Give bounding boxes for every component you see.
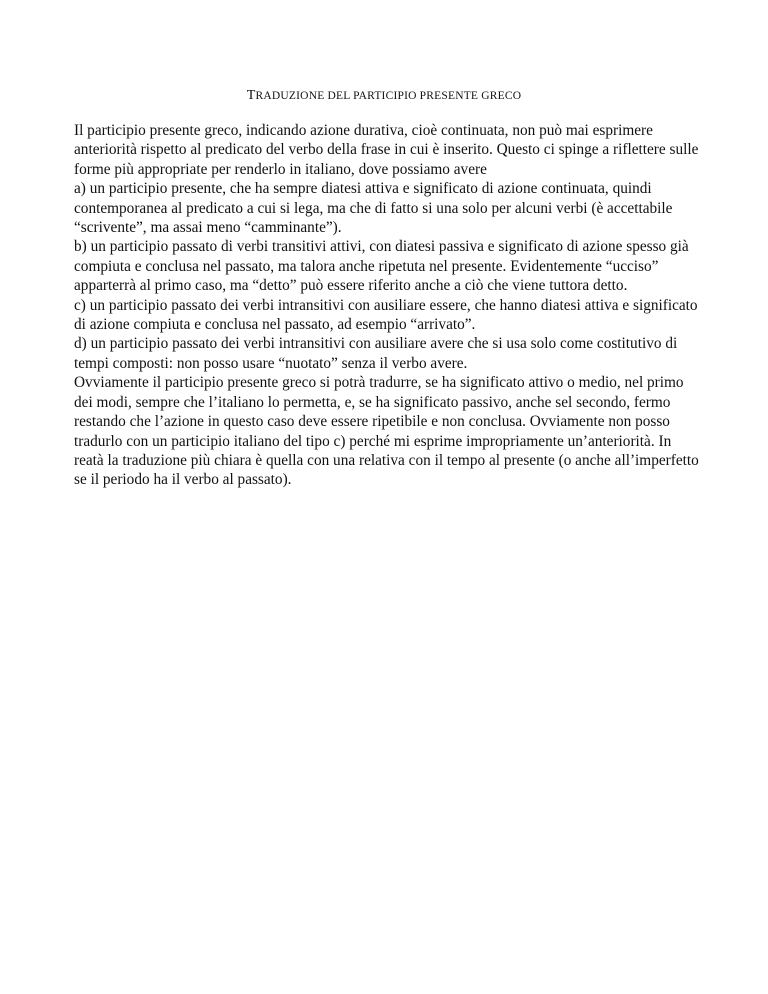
document-title-rest: RADUZIONE DEL PARTICIPIO PRESENTE GRECO (255, 90, 522, 102)
paragraph-conclusion: Ovviamente il participio presente greco si potrà tradurre, se ha significato attivo o medio, nel primo dei modi, sempre che l’italiano lo permetta, e, se ha significato passivo, anche sel secondo, fermo restando che l’azione in questo caso deve essere ripetibile e non conclusa. Ovviamente non posso tradurlo con un participio italiano del tipo c) perché mi esprime impropriamente un’anteriorità. In reatà la traduzione più chiara è quella con una relativa con il tempo al presente (o anche all’imperfetto se il periodo ha il verbo al passato). (74, 374, 699, 489)
paragraph-point-c: c) un participio passato dei verbi intransitivi con ausiliare essere, che hanno diatesi attiva e significato di azione compiuta e conclusa nel passato, ad esempio “arrivato”. (74, 296, 698, 334)
paragraph-point-a: a) un participio presente, che ha sempre diatesi attiva e significato di azione continuata, quindi contemporanea al predicato a cui si lega, ma che di fatto si una solo per alcuni verbi (è accettabile “scrivente”, ma assai meno “camminante”). (74, 180, 673, 237)
paragraph-intro: Il participio presente greco, indicando azione durativa, cioè continuata, non può mai esprimere anteriorità rispetto al predicato del verbo della frase in cui è inserito. Questo ci spinge a riflettere sulle forme più appropriate per renderlo in italiano, dove possiamo avere (74, 122, 699, 178)
document-title-initial: T (246, 88, 256, 103)
paragraph-point-d: d) un participio passato dei verbi intransitivi con ausiliare avere che si usa solo come costitutivo di tempi composti: non posso usare “nuotato” senza il verbo avere. (74, 335, 678, 372)
document-title (0, 88, 768, 104)
document-body (74, 121, 704, 490)
paragraph-point-b: b) un participio passato di verbi transitivi attivi, con diatesi passiva e significato di azione spesso già compiuta e conclusa nel passato, ma talora anche ripetuta nel presente. Evidentemente “ucciso” apparterrà al primo caso, ma “detto” può essere riferito anche a ciò che viene tuttora detto. (74, 238, 689, 295)
